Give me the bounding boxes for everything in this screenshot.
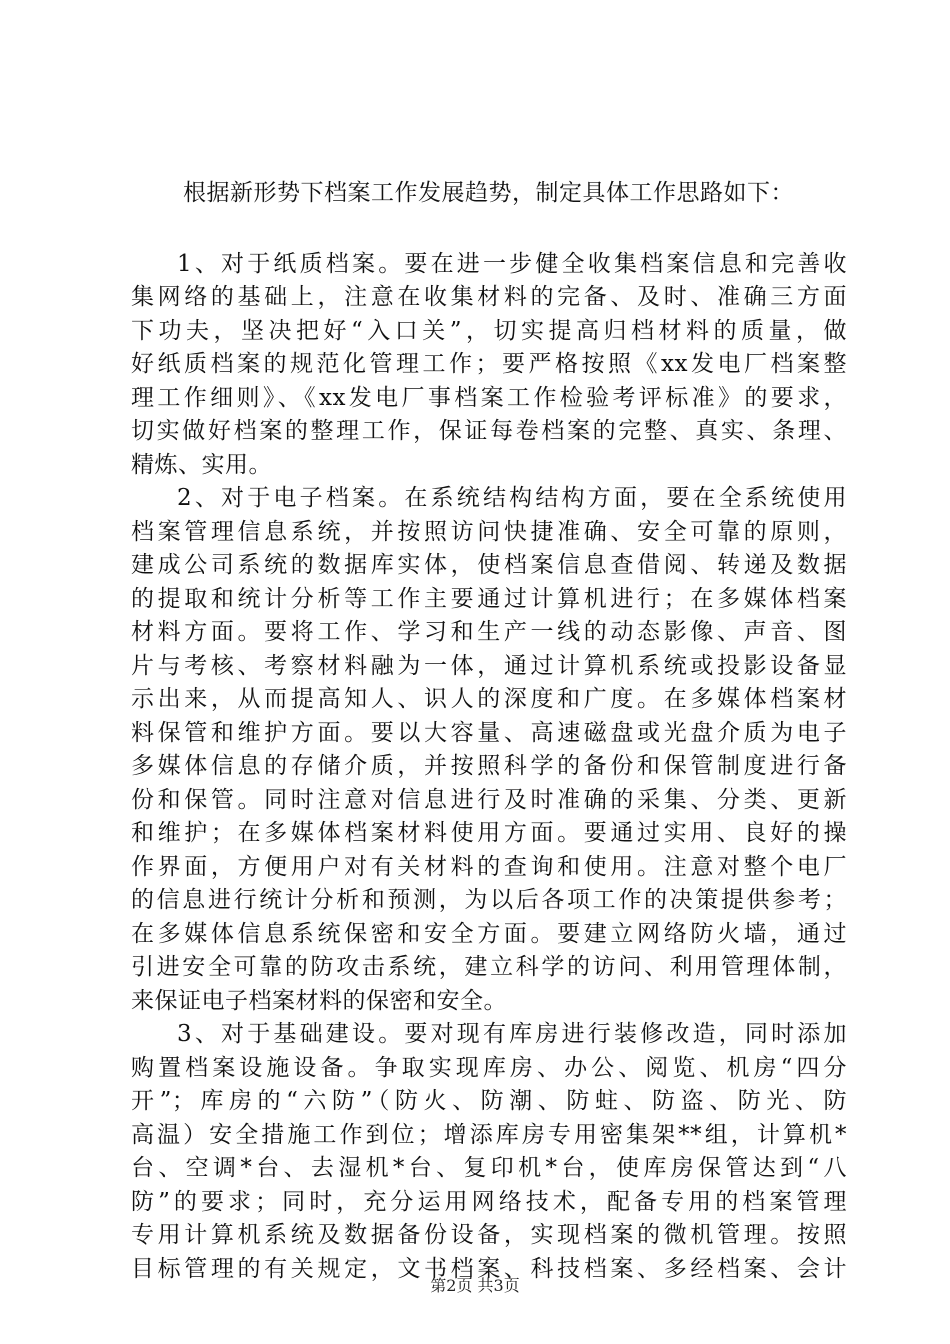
text-line: 材料方面。要将工作、学习和生产一线的动态影像、声音、图 xyxy=(131,619,847,645)
paragraph xyxy=(131,1018,847,1286)
text-line: 的提取和统计分析等工作主要通过计算机进行；在多媒体档案 xyxy=(131,585,847,612)
text-line: 引进安全可靠的防攻击系统，建立科学的访问、利用管理体制， xyxy=(131,954,847,980)
text-line: 专用计算机系统及数据备份设备，实现档案的微机管理。按照 xyxy=(131,1222,847,1248)
text-line: 份和保管。同时注意对信息进行及时准确的采集、分类、更新 xyxy=(131,786,847,813)
text-line: 料保管和维护方面。要以大容量、高速磁盘或光盘介质为电子 xyxy=(131,719,847,746)
text-line: 2、对于电子档案。在系统结构结构方面，要在全系统使用 xyxy=(177,485,847,511)
text-line: 来保证电子档案材料的保密和安全。 xyxy=(131,987,507,1014)
text-line: 精炼、实用。 xyxy=(131,451,272,478)
document-body xyxy=(131,177,847,1286)
text-line: 和维护；在多媒体档案材料使用方面。要通过实用、良好的操 xyxy=(131,820,847,846)
text-line: 台、空调*台、去湿机*台、复印机*台，使库房保管达到“八 xyxy=(131,1155,847,1181)
text-line: 集网络的基础上，注意在收集材料的完备、及时、准确三方面 xyxy=(131,284,847,310)
text-line: 切实做好档案的整理工作，保证每卷档案的完整、真实、条理、 xyxy=(131,418,847,444)
text-line: 作界面，方便用户对有关材料的查询和使用。注意对整个电厂 xyxy=(131,853,847,880)
paragraph xyxy=(131,482,847,1018)
text-line: 片与考核、考察材料融为一体，通过计算机系统或投影设备显 xyxy=(131,652,847,679)
text-line: 的信息进行统计分析和预测，为以后各项工作的决策提供参考； xyxy=(131,887,847,913)
text-line: 开”；库房的“六防”（防火、防潮、防蛀、防盗、防光、防 xyxy=(131,1088,847,1114)
text-line: 多媒体信息的存储介质，并按照科学的备份和保管制度进行备 xyxy=(131,753,847,779)
page-footer: 第2页 共3页 xyxy=(430,1276,520,1295)
text-line: 防”的要求；同时，充分运用网络技术，配备专用的档案管理 xyxy=(131,1188,847,1215)
text-line: 目标管理的有关规定，文书档案、科技档案、多经档案、会计 xyxy=(131,1255,847,1282)
text-line: 示出来，从而提高知人、识人的深度和广度。在多媒体档案材 xyxy=(131,686,847,712)
text-line: 下功夫，坚决把好“入口关”，切实提高归档材料的质量，做 xyxy=(131,317,847,344)
text-line: 购置档案设施设备。争取实现库房、办公、阅览、机房“四分 xyxy=(131,1054,847,1081)
text-line: 在多媒体信息系统保密和安全方面。要建立网络防火墙，通过 xyxy=(131,920,847,947)
text-line: 建成公司系统的数据库实体，使档案信息查借阅、转递及数据 xyxy=(131,552,847,578)
intro-line: 根据新形势下档案工作发展趋势，制定具体工作思路如下： xyxy=(183,180,794,206)
paragraphs xyxy=(131,248,847,1287)
text-line: 理工作细则》、《xx发电厂事档案工作检验考评标准》的要求， xyxy=(131,384,847,411)
text-line: 高温）安全措施工作到位；增添库房专用密集架**组，计算机* xyxy=(131,1121,847,1148)
text-line: 好纸质档案的规范化管理工作；要严格按照《xx发电厂档案整 xyxy=(131,351,847,377)
text-line: 档案管理信息系统，并按照访问快捷准确、安全可靠的原则， xyxy=(131,518,847,545)
paragraph xyxy=(131,248,847,483)
text-line: 1、对于纸质档案。要在进一步健全收集档案信息和完善收 xyxy=(177,250,847,277)
paragraph-gap xyxy=(131,211,847,248)
text-line: 3、对于基础建设。要对现有库房进行装修改造，同时添加 xyxy=(177,1021,847,1047)
